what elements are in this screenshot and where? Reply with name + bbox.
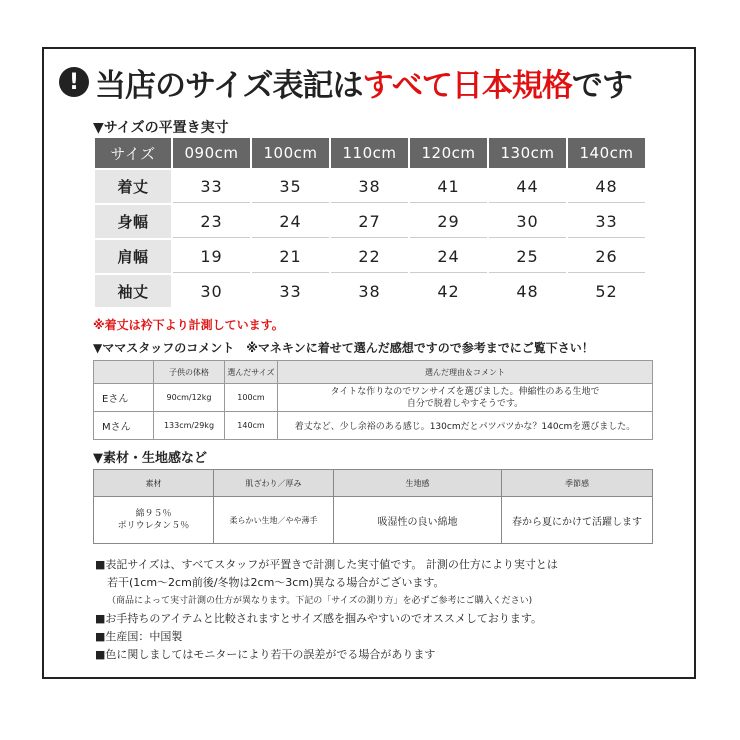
size-header-cell: 100cm [252, 138, 329, 168]
material-texture: 柔らかい生地／やや薄手 [214, 497, 334, 544]
staff-table [93, 360, 653, 440]
size-value: 35 [252, 170, 329, 203]
measure-note: ※着丈は衿下より計測しています。 [93, 318, 284, 332]
size-value: 41 [410, 170, 487, 203]
table-row [94, 497, 653, 544]
row-label: 袖丈 [95, 275, 171, 307]
size-header-cell: サイズ [95, 138, 171, 168]
size-section-title: ▼サイズの平置き実寸 [93, 120, 229, 136]
material-table [93, 469, 653, 544]
staff-header-cell [94, 361, 154, 384]
size-value: 24 [410, 240, 487, 273]
row-label: 肩幅 [95, 240, 171, 273]
table-row [95, 205, 645, 238]
table-row [95, 275, 645, 307]
staff-header-row [94, 361, 653, 384]
note-line: ■表記サイズは、すべてスタッフが平置きで計測した実寸値です。 計測の仕方により実寸とは [95, 558, 558, 571]
headline-prefix: 当店のサイズ表記は [95, 67, 363, 104]
material-header-cell: 素材 [94, 470, 214, 497]
material-header-cell: 肌ざわり／厚み [214, 470, 334, 497]
material-section-title: ▼素材・生地感など [93, 451, 207, 466]
size-value: 23 [173, 205, 250, 238]
staff-section-title: ▼ママスタッフのコメント ※マネキンに着せて選んだ感想ですので参考までにご覧下さい！ [93, 341, 594, 355]
row-label: 着丈 [95, 170, 171, 203]
note-line: ■色に関しましてはモニターにより若干の誤差がでる場合があります [95, 648, 436, 661]
size-value: 33 [173, 170, 250, 203]
material-header-cell: 生地感 [334, 470, 502, 497]
note-line: （商品によって実寸計測の仕方が異なります。下記の「サイズの測り方」を必ずご参考にご購入ください) [107, 596, 533, 606]
size-value: 26 [568, 240, 645, 273]
size-value: 27 [331, 205, 408, 238]
note-line: ■お手持ちのアイテムと比較されますとサイズ感を掴みやすいのでオススメしております。 [95, 612, 542, 625]
child-build: 133cm/29kg [154, 412, 225, 440]
size-value: 19 [173, 240, 250, 273]
staff-comment: 着丈など、少し余裕のある感じ。130cmだとパツパツかな？140cmを選びました。 [278, 412, 653, 440]
size-value: 38 [331, 170, 408, 203]
notes-block [95, 556, 558, 664]
size-header-cell: 130cm [489, 138, 566, 168]
staff-name: Mさん [94, 412, 154, 440]
size-value: 24 [252, 205, 329, 238]
headline-highlight: すべて日本規格 [362, 67, 572, 104]
note-line: ■生産国：中国製 [95, 630, 183, 643]
size-header-cell: 120cm [410, 138, 487, 168]
table-row [95, 170, 645, 203]
size-value: 29 [410, 205, 487, 238]
table-row [95, 240, 645, 273]
size-value: 25 [489, 240, 566, 273]
table-row [94, 384, 653, 412]
size-header-cell: 090cm [173, 138, 250, 168]
headline-suffix: です [571, 67, 632, 104]
size-value: 48 [516, 281, 539, 301]
size-value: 21 [252, 240, 329, 273]
size-table [93, 136, 647, 309]
staff-header-cell: 選んだ理由＆コメント [278, 361, 653, 384]
material-header-cell: 季節感 [502, 470, 653, 497]
chosen-size: 100cm [225, 384, 278, 412]
size-value: 33 [279, 281, 302, 301]
material-header-row [94, 470, 653, 497]
note-line: 若干(1cm〜2cm前後/冬物は2cm〜3cm)異なる場合がございます。 [107, 576, 445, 589]
material-season: 春から夏にかけて活躍します [502, 497, 653, 544]
material-composition: 綿９５％ ポリウレタン５％ [94, 497, 214, 544]
chosen-size: 140cm [225, 412, 278, 440]
size-value: 48 [568, 170, 645, 203]
material-feel: 吸湿性の良い綿地 [334, 497, 502, 544]
staff-header-cell: 選んだサイズ [225, 361, 278, 384]
size-value: 30 [489, 205, 566, 238]
size-value: 52 [595, 281, 618, 301]
table-row [94, 412, 653, 440]
size-value: 44 [489, 170, 566, 203]
staff-name: Eさん [94, 384, 154, 412]
size-value: 42 [437, 281, 460, 301]
size-value: 38 [358, 281, 381, 301]
staff-comment: タイトな作りなのでワンサイズを選びました。伸縮性のある生地で 自分で脱着しやすそうです。 [278, 384, 653, 412]
child-build: 90cm/12kg [154, 384, 225, 412]
row-label: 身幅 [95, 205, 171, 238]
size-value: 33 [568, 205, 645, 238]
size-value: 30 [200, 281, 223, 301]
exclamation-icon: ! [59, 67, 89, 97]
size-header-row [95, 138, 645, 168]
size-header-cell: 110cm [331, 138, 408, 168]
size-header-cell: 140cm [568, 138, 645, 168]
size-value: 22 [331, 240, 408, 273]
headline [59, 60, 632, 104]
staff-header-cell: 子供の体格 [154, 361, 225, 384]
